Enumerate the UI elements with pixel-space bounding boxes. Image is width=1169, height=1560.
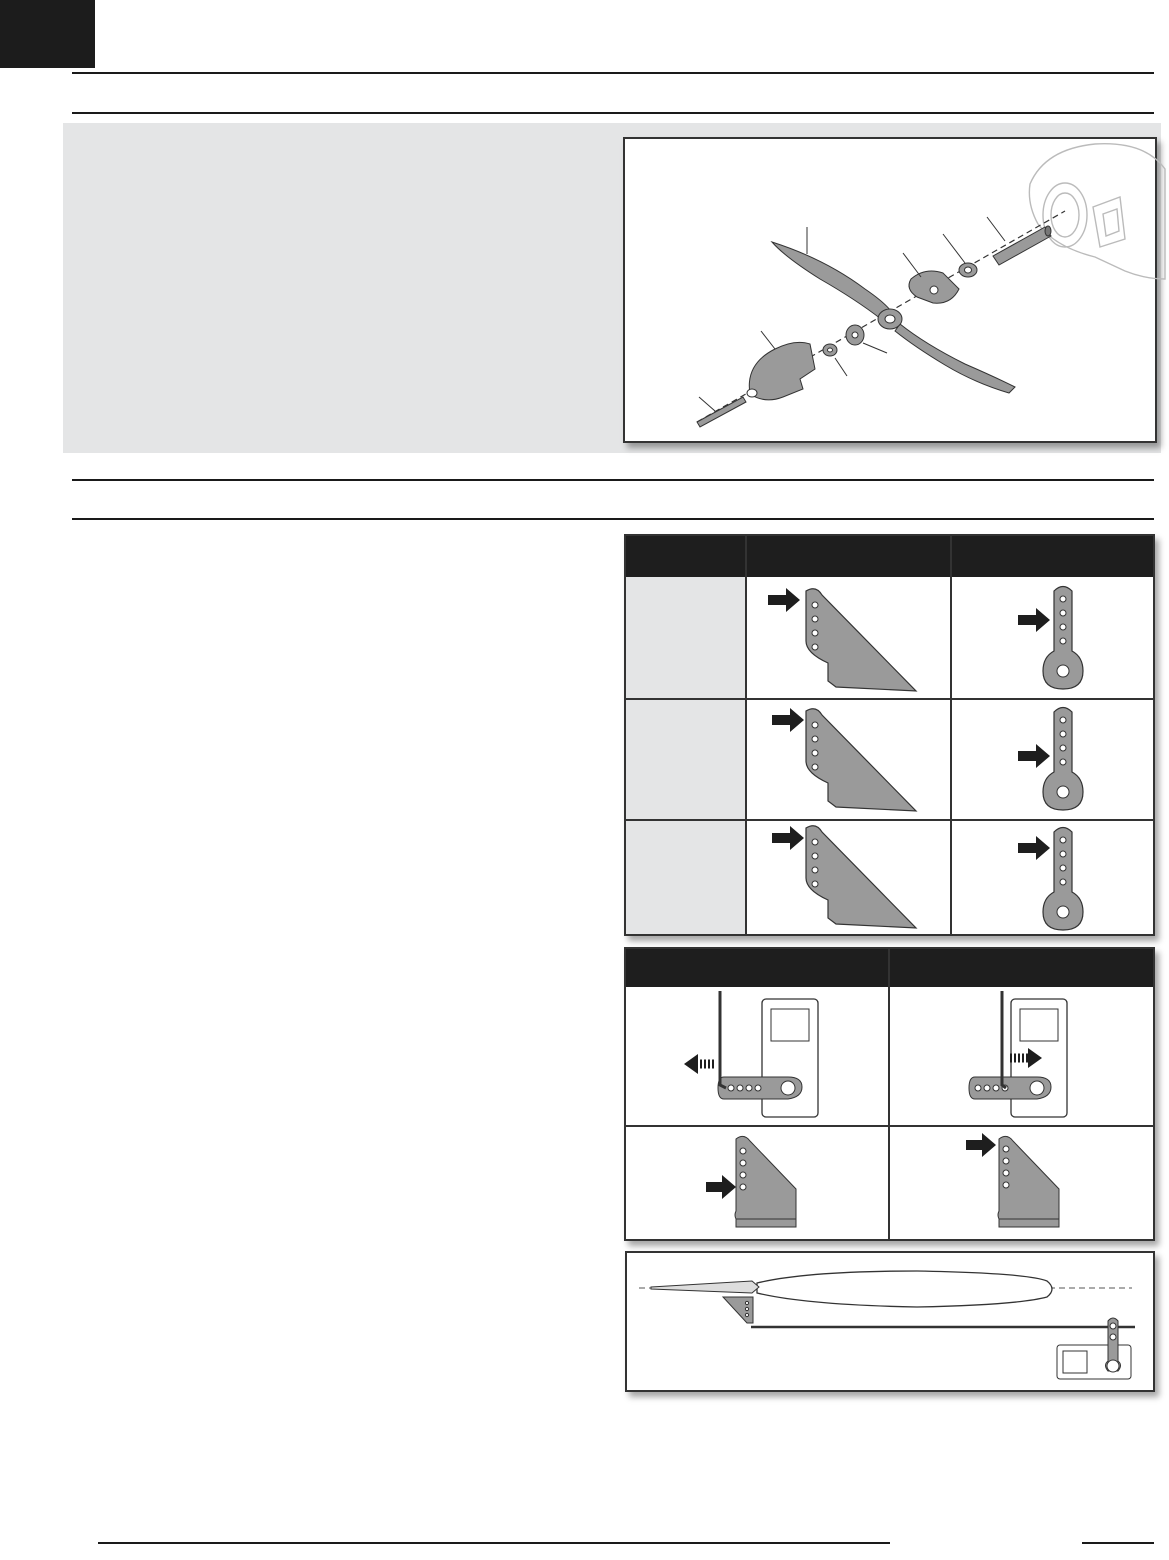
spinner-icon	[747, 331, 815, 400]
footer-rule	[98, 1542, 890, 1544]
servo-arm-icon	[1043, 828, 1083, 931]
motor-cowl-icon	[1029, 144, 1165, 279]
rate-drawings	[626, 949, 1153, 1239]
arrow-icon	[772, 826, 804, 850]
arrow-icon	[772, 708, 804, 732]
control-horn-icon	[998, 1136, 1059, 1227]
backplate-icon	[903, 253, 959, 303]
rate-adjustment-table	[624, 947, 1155, 1241]
servo-icon	[718, 999, 818, 1117]
header-rule-bottom	[72, 112, 1154, 114]
servo-arm-icon	[1043, 587, 1083, 690]
horn-arm-drawings	[626, 536, 1153, 934]
propeller-assembly-figure	[623, 137, 1157, 443]
centering-drawing	[627, 1253, 1153, 1390]
washer-icon	[846, 325, 887, 353]
section-rule-top	[72, 479, 1154, 481]
pushrod-icon	[720, 991, 726, 1088]
pushrod-icon	[1002, 991, 1006, 1088]
page-tab	[0, 0, 95, 68]
propeller-shaft-icon	[987, 217, 1051, 265]
wing-airfoil-icon	[757, 1271, 1052, 1307]
arrow-icon	[1018, 836, 1050, 860]
control-surface-icon	[651, 1281, 759, 1323]
header-rule-top	[72, 72, 1154, 74]
screw-icon	[697, 397, 746, 427]
section-rule-bottom	[72, 518, 1154, 520]
arrow-icon	[706, 1175, 736, 1199]
arrow-icon	[966, 1133, 996, 1157]
control-horn-icon	[806, 709, 916, 811]
control-horn-icon	[735, 1136, 796, 1227]
arrow-icon	[768, 588, 800, 612]
arrow-icon	[1018, 608, 1050, 632]
control-horn-icon	[806, 826, 916, 928]
footer-page-rule	[1082, 1542, 1154, 1544]
horn-arm-settings-table	[624, 534, 1155, 936]
arrow-icon	[1018, 744, 1050, 768]
servo-arm-icon	[1043, 708, 1083, 811]
centering-figure	[625, 1251, 1155, 1392]
propeller-assembly-drawing	[625, 139, 1155, 441]
nut-icon	[943, 234, 977, 277]
arrow-icon	[684, 1054, 714, 1074]
control-horn-icon	[806, 589, 916, 691]
nut-icon	[823, 344, 847, 376]
